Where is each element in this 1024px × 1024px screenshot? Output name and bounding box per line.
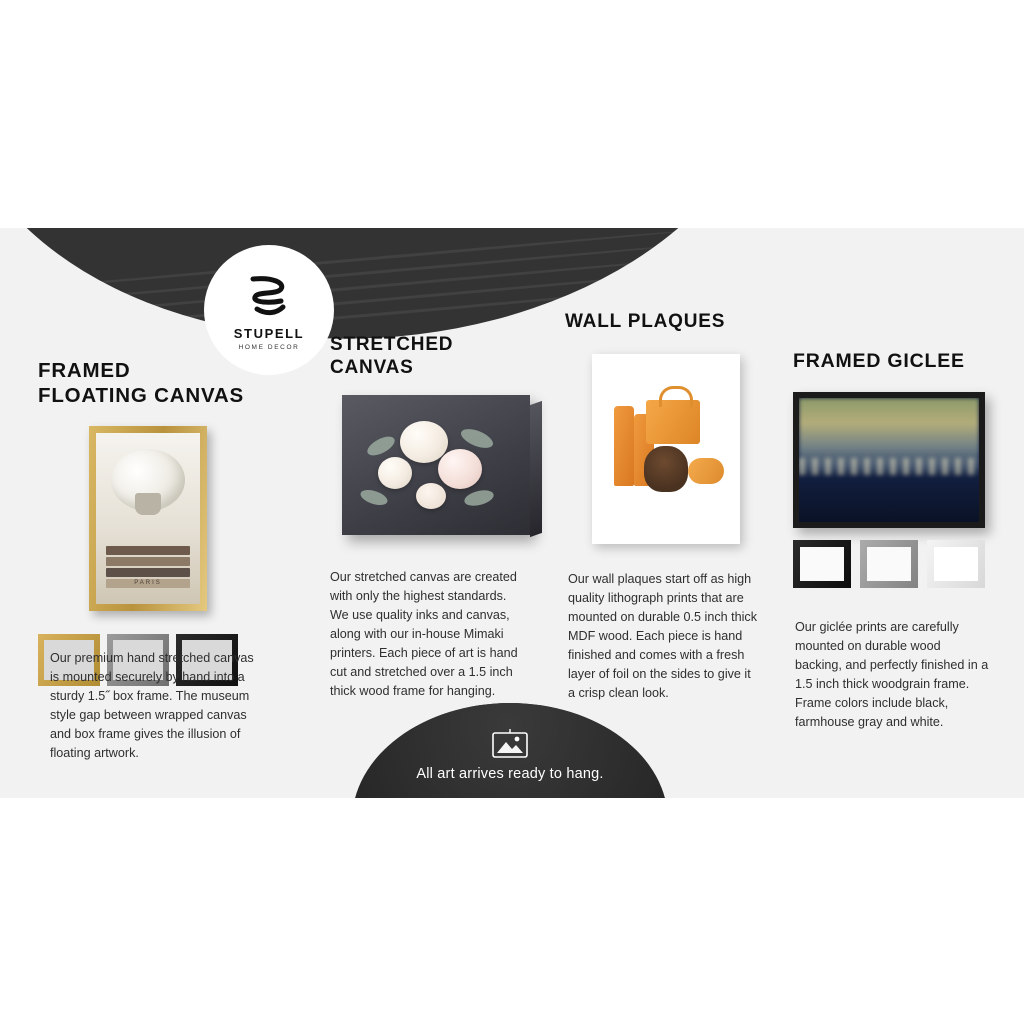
- brand-logo: [204, 245, 334, 375]
- column-title: [330, 333, 540, 379]
- column-framed-floating-canvas: [38, 358, 288, 761]
- dog-artwork: [644, 446, 688, 492]
- column-stretched-canvas: [330, 333, 540, 699]
- artwork-caption: PARIS: [134, 580, 162, 586]
- handbag-artwork: [646, 400, 700, 444]
- scarf-accessory: [688, 458, 724, 484]
- column-title-line1: WALL PLAQUES: [565, 311, 726, 332]
- column-title-line2: FLOATING CANVAS: [38, 384, 244, 407]
- ready-to-hang-text: All art arrives ready to hang.: [416, 766, 604, 782]
- product-illustration-floating-canvas: [38, 426, 288, 631]
- floating-canvas-frame: [89, 426, 207, 611]
- column-title-line2: CANVAS: [330, 357, 414, 379]
- column-title-line1: FRAMED: [38, 359, 131, 382]
- column-description: Our giclée prints are carefully mounted on durable wood backing, and perfectly finished in a 1.5 inch thick woodgrain frame. Frame colors include black, farmhouse gray and white.: [795, 619, 989, 730]
- stupell-swirl-logo-icon: [241, 269, 297, 325]
- column-title: [565, 310, 765, 333]
- framed-giclee-illustration: [793, 392, 985, 528]
- brand-name: STUPELL: [233, 326, 305, 342]
- stretched-canvas-illustration: [342, 395, 530, 535]
- column-description: Our stretched canvas are created with only the highest standards. We use quality inks and canvas, along with our in-house Mimaki printers. Each piece of art is hand cut and stretched over a 1.5 inch thick wood frame for hanging.: [330, 569, 518, 699]
- bouquet-artwork: [111, 449, 185, 511]
- info-banner: [0, 228, 1024, 798]
- picture-frame-icon: [489, 727, 531, 761]
- giclee-frame-swatches: [793, 540, 985, 588]
- column-title-line1: STRETCHED: [330, 334, 454, 355]
- farmhouse-gray-frame-swatch: [860, 540, 918, 588]
- column-description: Our wall plaques start off as high quality lithograph prints that are mounted on durable 0.5 inch thick MDF wood. Each piece is hand finished and comes with a fresh layer of foil on the sides to give it a crisp clean look.: [568, 571, 758, 701]
- white-frame-swatch: [927, 540, 985, 588]
- ready-to-hang-banner: [352, 703, 668, 798]
- column-description: Our premium hand stretched canvas is mounted securely by hand into a sturdy 1.5˝ box frame. The museum style gap between wrapped canvas and box frame gives the illusion of floating artwork.: [50, 650, 254, 761]
- column-framed-giclee: [793, 350, 993, 730]
- brand-tagline: HOME DECOR: [238, 343, 300, 351]
- column-title: [793, 350, 993, 374]
- wall-plaque-illustration: [592, 354, 740, 544]
- boot-left: [614, 406, 634, 486]
- column-wall-plaques: [565, 310, 765, 701]
- column-title: [38, 358, 288, 408]
- black-frame-swatch: [793, 540, 851, 588]
- column-title-line1: FRAMED GICLEE: [793, 350, 965, 372]
